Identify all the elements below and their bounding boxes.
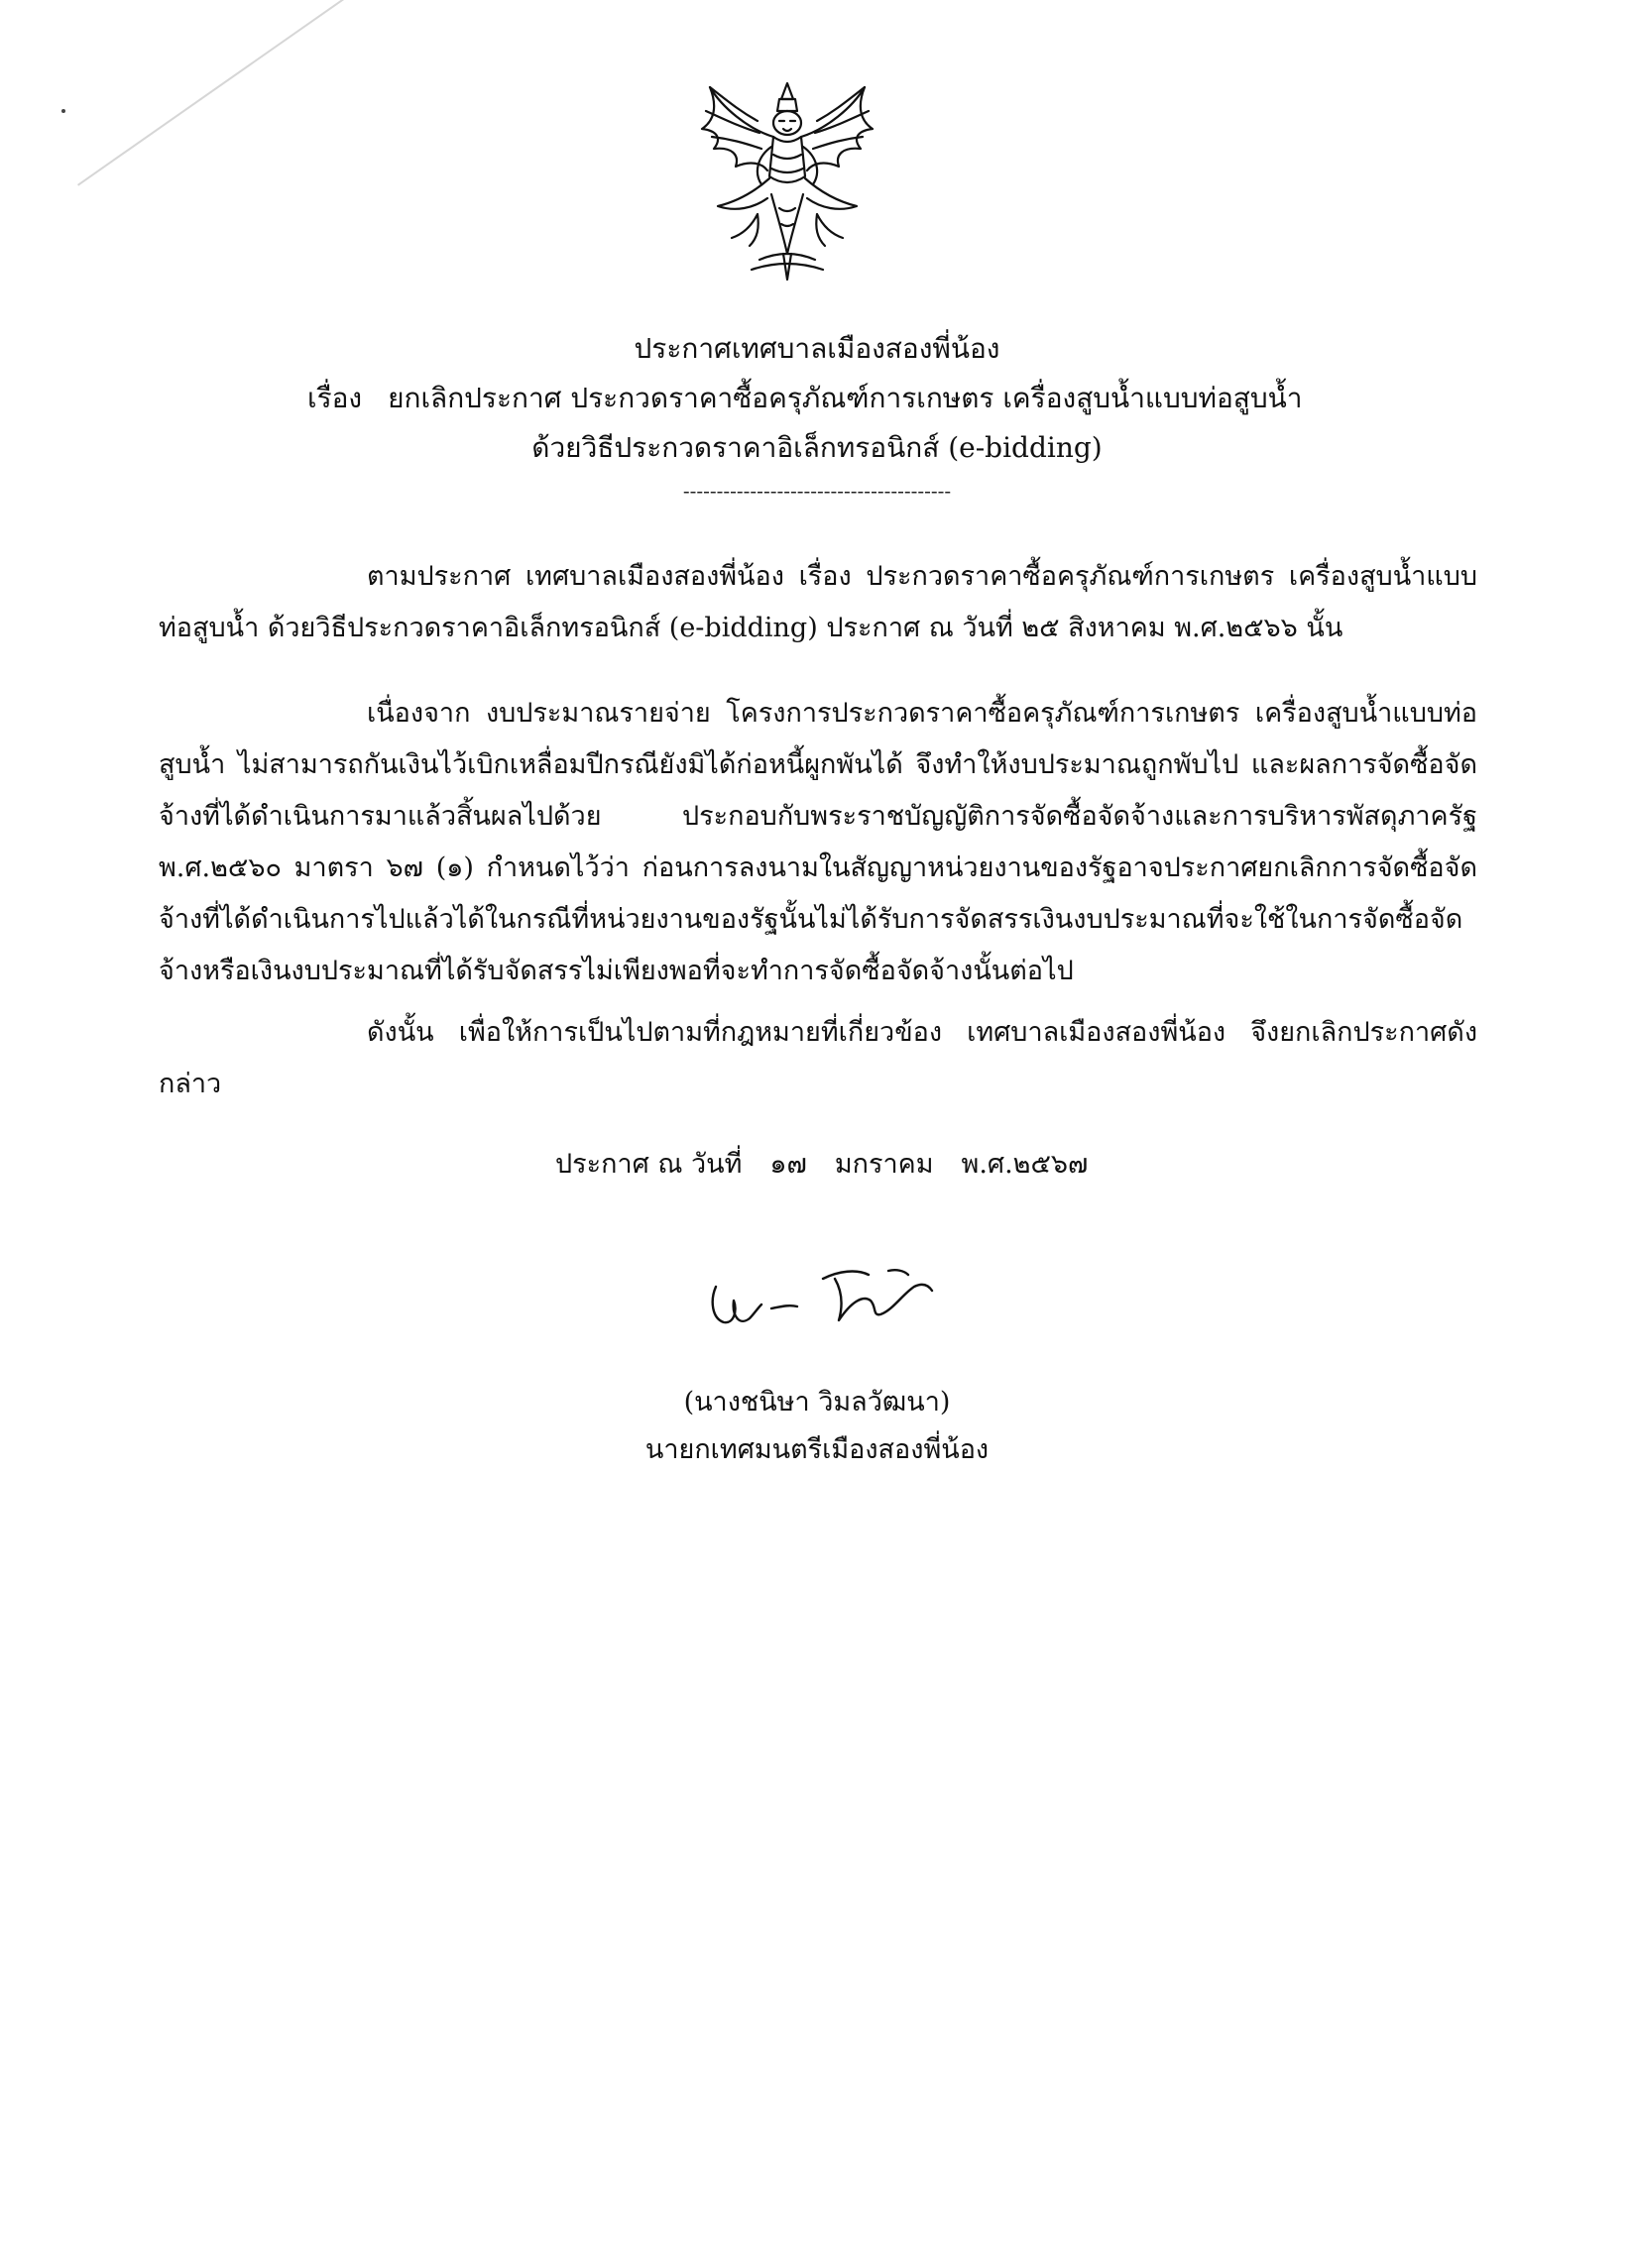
signer-name: (นางชนิษา วิมลวัฒนา) — [683, 1387, 951, 1418]
paragraph-reason: เนื่องจาก งบประมาณรายจ่าย โครงการประกวดราคาซื้อครุภัณฑ์การเกษตร เครื่องสูบน้ำแบบท่อสูบน้ำ ไม่สามารถกันเงินไว้เบิกเหลื่อมปีกรณียังมิได้ก่อหนี้ผูกพันได้ จึงทำให้งบประมาณถูกพับไป และผลการจัดซื้อจัดจ้างที่ได้ดำเนินการมาแล้วสิ้นผลไปด้วย ประกอบกับพระราชบัญญัติการจัดซื้อจัดจ้างและการบริหารพัสดุภาครัฐ พ.ศ.๒๕๖๐ มาตรา ๖๗ (๑) กำหนดไว้ว่า ก่อนการลงนามในสัญญาหน่วยงานของรัฐอาจประกาศยกเลิกการจัดซื้อจัดจ้างที่ได้ดำเนินการไปแล้วได้ในกรณีที่หน่วยงานของรัฐนั้นไม่ได้รับการจัดสรรเงินงบประมาณที่จะใช้ในการจัดซื้อจัดจ้างหรือเงินงบประมาณที่ได้รับจัดสรรไม่เพียงพอที่จะทำการจัดซื้อจัดจ้างนั้นต่อไป — [159, 698, 1477, 986]
garuda-emblem-icon — [688, 77, 886, 285]
announce-day: ๑๗ — [769, 1149, 807, 1180]
scan-dust-mark — [61, 109, 65, 113]
announce-month: มกราคม — [834, 1149, 934, 1180]
subject-text: ยกเลิกประกาศ ประกวดราคาซื้อครุภัณฑ์การเกษตร เครื่องสูบน้ำแบบท่อสูบน้ำ — [388, 382, 1303, 414]
signer-title: นายกเทศมนตรีเมืองสองพี่น้อง — [644, 1434, 990, 1465]
document-title: ประกาศเทศบาลเมืองสองพี่น้อง — [634, 332, 1000, 365]
header-divider: ---------------------------------------- — [682, 479, 952, 503]
announce-prefix: ประกาศ ณ วันที่ — [555, 1149, 743, 1180]
subject-label: เรื่อง — [307, 382, 363, 414]
paragraph-conclusion: ดังนั้น เพื่อให้การเป็นไปตามที่กฎหมายที่เกี่ยวข้อง เทศบาลเมืองสองพี่น้อง จึงยกเลิกประกาศดังกล่าว — [159, 1017, 1477, 1099]
document-subtitle: ด้วยวิธีประกวดราคาอิเล็กทรอนิกส์ (e-bidding) — [531, 431, 1103, 464]
handwritten-signature-icon — [694, 1257, 952, 1346]
announce-year: พ.ศ.๒๕๖๗ — [961, 1149, 1089, 1180]
announcement-date — [555, 1142, 1115, 1185]
paragraph-reference: ตามประกาศ เทศบาลเมืองสองพี่น้อง เรื่อง ประกวดราคาซื้อครุภัณฑ์การเกษตร เครื่องสูบน้ำแบบท่อสูบน้ำ ด้วยวิธีประกวดราคาอิเล็กทรอนิกส์ (e-bidding) ประกาศ ณ วันที่ ๒๕ สิงหาคม พ.ศ.๒๕๖๖ นั้น — [159, 561, 1477, 643]
scan-fold-artifact — [77, 0, 371, 186]
document-subject — [307, 377, 1339, 420]
